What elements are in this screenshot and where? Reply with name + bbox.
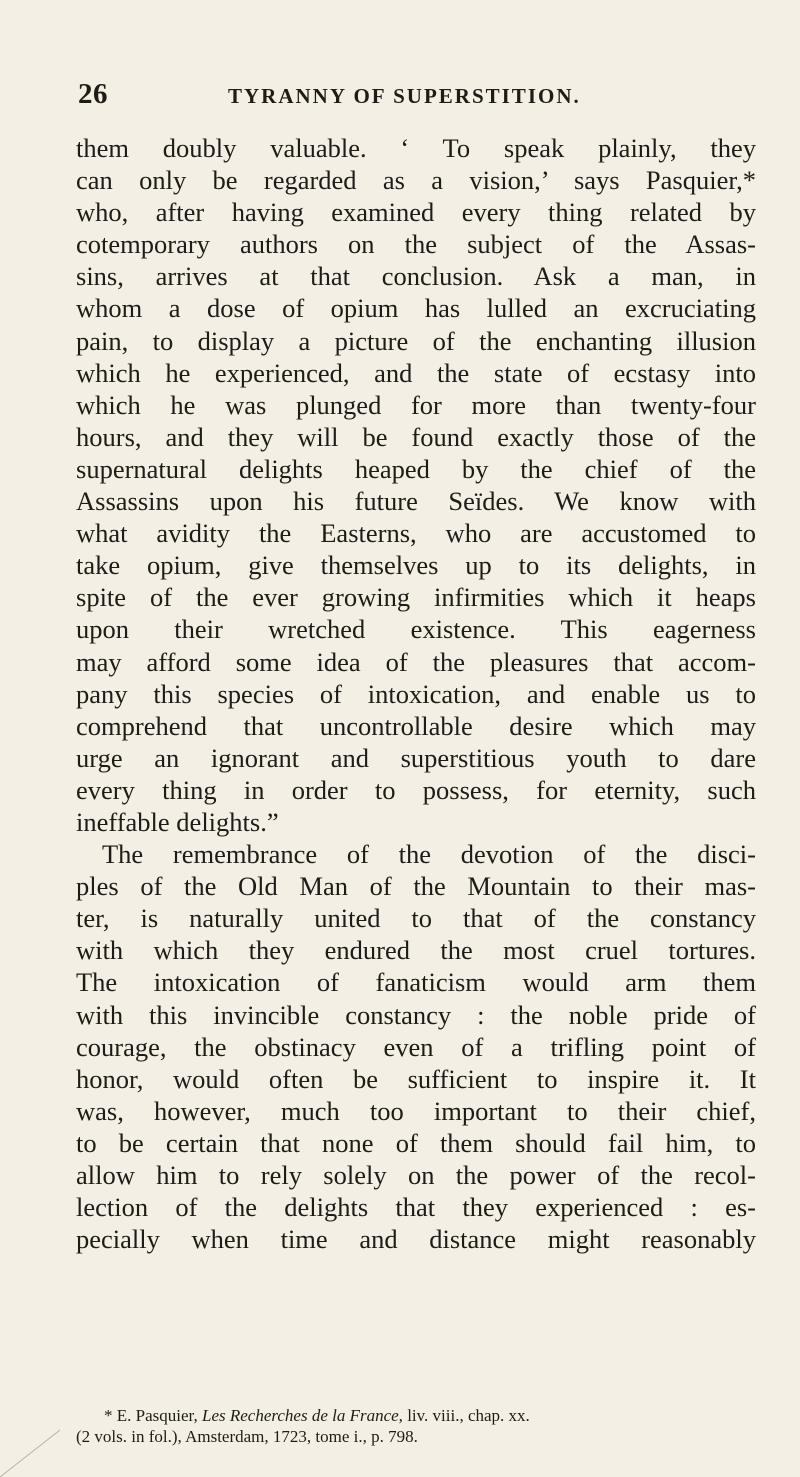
text-line: The intoxication of fanaticism would arm them	[76, 967, 756, 998]
text-line: can only be regarded as a vision,’ says Pasquier,*	[76, 165, 756, 196]
footnote-line: (2 vols. in fol.), Amsterdam, 1723, tome i., p. 798.	[76, 1427, 418, 1446]
text-line: comprehend that uncontrollable desire which may	[76, 710, 756, 741]
text-line: allow him to rely solely on the power of the recol-	[76, 1160, 756, 1190]
text-line: which he experienced, and the state of ecstasy into	[76, 357, 756, 388]
paragraph-end-line: ineffable delights.”	[76, 806, 279, 837]
footnote-reference: liv. viii., chap. xx.	[402, 1406, 530, 1425]
text-line: with which they endured the most cruel tortures.	[76, 935, 756, 966]
text-line: courage, the obstinacy even of a trifling point of	[76, 1031, 756, 1062]
running-head	[78, 78, 738, 118]
text-line: them doubly valuable. ‘ To speak plainly, they	[76, 133, 756, 163]
text-line: pany this species of intoxication, and enable us to	[76, 678, 756, 709]
text-line: honor, would often be sufficient to inspire it. It	[76, 1063, 756, 1094]
text-line: upon their wretched existence. This eagerness	[76, 614, 756, 645]
text-line: which he was plunged for more than twenty-four	[76, 389, 756, 420]
text-line: sins, arrives at that conclusion. Ask a man, in	[76, 261, 756, 292]
footnote-line	[76, 1405, 756, 1426]
footnote-author: * E. Pasquier,	[104, 1406, 202, 1425]
footnote-book-title: Les Recherches de la France,	[202, 1406, 403, 1425]
text-line: what avidity the Easterns, who are accustomed to	[76, 518, 756, 549]
text-line: lection of the delights that they experienced : es-	[76, 1192, 756, 1223]
text-line: to be certain that none of them should fail him, to	[76, 1127, 756, 1158]
text-line: Assassins upon his future Seïdes. We know with	[76, 486, 756, 517]
text-line: hours, and they will be found exactly those of the	[76, 421, 756, 452]
running-title: TYRANNY OF SUPERSTITION.	[228, 84, 581, 108]
text-line: take opium, give themselves up to its delights, in	[76, 550, 756, 581]
text-line: ples of the Old Man of the Mountain to their mas-	[76, 871, 756, 902]
text-line: whom a dose of opium has lulled an excruciating	[76, 293, 756, 324]
text-line: with this invincible constancy : the noble pride of	[76, 999, 756, 1030]
text-line: was, however, much too important to their chief,	[76, 1095, 756, 1126]
paragraph-start-line: The remembrance of the devotion of the disci-	[102, 839, 756, 870]
body-text	[76, 132, 756, 1255]
text-line: may afford some idea of the pleasures that accom-	[76, 646, 756, 677]
text-line: ter, is naturally united to that of the constancy	[76, 903, 756, 934]
text-line: supernatural delights heaped by the chief of the	[76, 453, 756, 484]
text-line: cotemporary authors on the subject of the Assas-	[76, 229, 756, 260]
text-line: urge an ignorant and superstitious youth to dare	[76, 742, 756, 773]
text-line: every thing in order to possess, for eternity, such	[76, 774, 756, 805]
footnote	[76, 1405, 756, 1447]
text-line: pecially when time and distance might reasonably	[76, 1224, 756, 1255]
text-line: who, after having examined every thing related by	[76, 197, 756, 228]
page-number: 26	[78, 78, 108, 110]
text-line: pain, to display a picture of the enchanting illusion	[76, 325, 756, 356]
text-line: spite of the ever growing infirmities which it heaps	[76, 582, 756, 613]
page-corner-mark	[0, 1420, 60, 1477]
